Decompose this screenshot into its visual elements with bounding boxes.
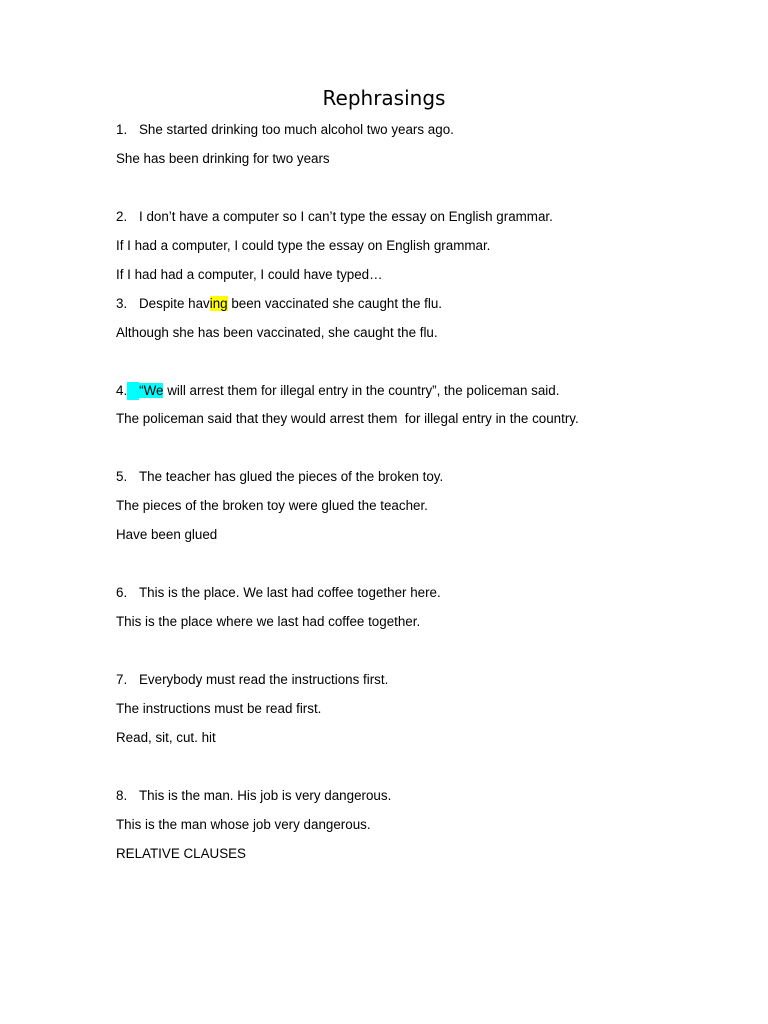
question-4 — [116, 382, 559, 400]
question-5 — [116, 468, 443, 486]
page-title: Rephrasings — [322, 86, 446, 110]
question-text: This is the place. We last had coffee together here. — [139, 585, 441, 600]
question-3 — [116, 295, 442, 313]
question-text: This is the man. His job is very dangerous. — [139, 788, 392, 803]
question-number: 2. — [116, 209, 128, 224]
question-number: 7. — [116, 672, 128, 687]
answer-5-2: Have been glued — [116, 527, 218, 542]
answer-1-1: She has been drinking for two years — [116, 151, 330, 166]
question-text-end: been vaccinated she caught the flu. — [227, 296, 442, 311]
question-text-end: will arrest them for illegal entry in the country”, the policeman said. — [163, 383, 560, 398]
question-6 — [116, 584, 441, 602]
answer-7-2: Read, sit, cut. hit — [116, 730, 216, 745]
question-7 — [116, 671, 388, 689]
question-text: The teacher has glued the pieces of the broken toy. — [139, 469, 444, 484]
highlighted-text: ing — [209, 296, 228, 311]
question-8 — [116, 787, 391, 805]
question-number: 6. — [116, 585, 128, 600]
question-text: She started drinking too much alcohol two years ago. — [139, 122, 454, 137]
answer-6-1: This is the place where we last had coffee together. — [116, 614, 421, 629]
answer-3-1: Although she has been vaccinated, she caught the flu. — [116, 325, 438, 340]
answer-5-1: The pieces of the broken toy were glued the teacher. — [116, 498, 428, 513]
question-number: 4. — [116, 383, 128, 398]
question-text: Everybody must read the instructions first. — [139, 672, 389, 687]
question-2 — [116, 208, 553, 226]
answer-2-1: If I had a computer, I could type the essay on English grammar. — [116, 238, 491, 253]
answer-7-1: The instructions must be read first. — [116, 701, 322, 716]
question-text: I don’t have a computer so I can’t type the essay on English grammar. — [139, 209, 553, 224]
highlighted-text: “We — [139, 383, 164, 398]
highlighted-tab — [127, 382, 139, 400]
answer-8-2: RELATIVE CLAUSES — [116, 846, 246, 861]
question-1 — [116, 121, 454, 139]
answer-4-1: The policeman said that they would arrest them for illegal entry in the country. — [116, 411, 579, 426]
answer-2-2: If I had had a computer, I could have typed… — [116, 267, 383, 282]
answer-8-1: This is the man whose job very dangerous. — [116, 817, 371, 832]
question-number: 3. — [116, 296, 128, 311]
question-text-start: Despite hav — [139, 296, 210, 311]
question-number: 5. — [116, 469, 128, 484]
question-number: 1. — [116, 122, 128, 137]
question-number: 8. — [116, 788, 128, 803]
